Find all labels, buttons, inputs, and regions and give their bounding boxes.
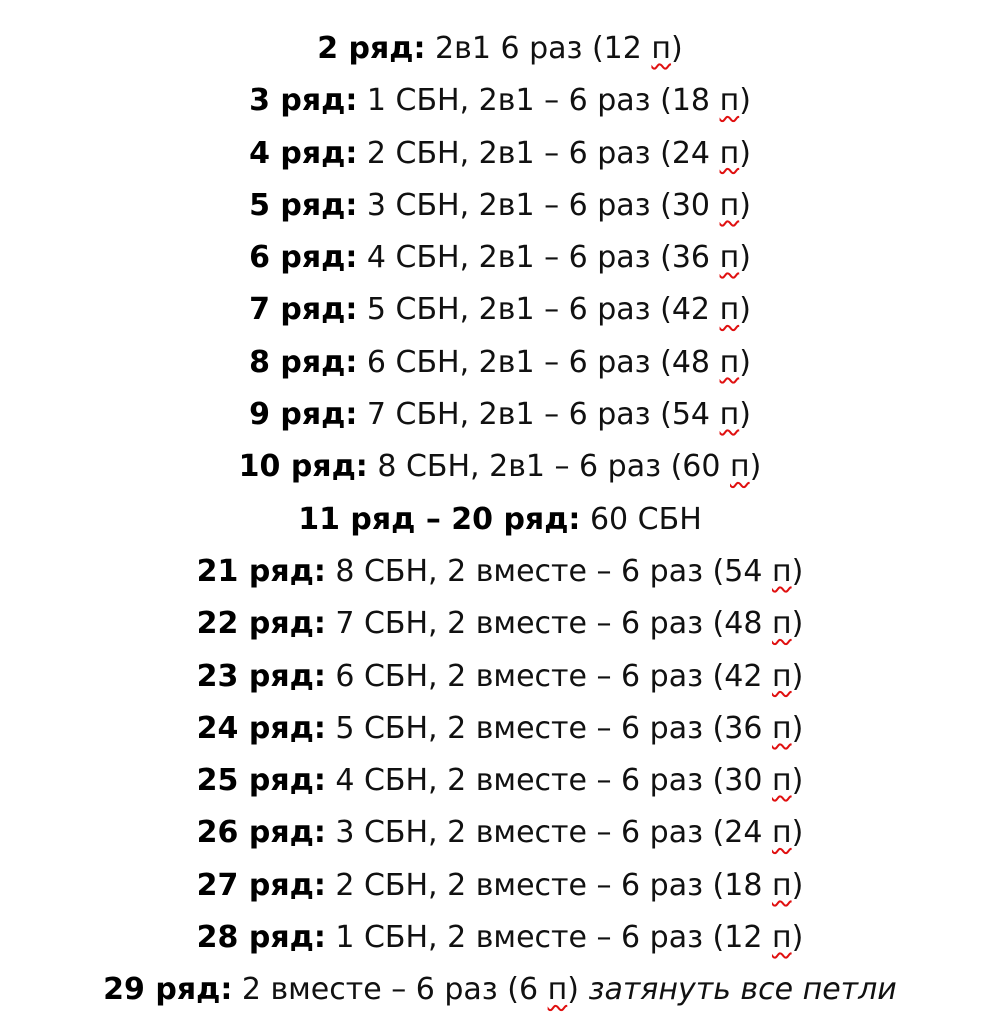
- stitch-unit: п: [771, 658, 792, 694]
- pattern-row: [0, 703, 1000, 755]
- stitch-unit: п: [771, 867, 792, 903]
- row-label: 22 ряд:: [196, 606, 326, 642]
- row-label: 26 ряд:: [196, 815, 326, 851]
- stitch-unit: п: [730, 449, 750, 485]
- row-text: 5 СБН, 2 вместе – 6 раз (36: [325, 710, 772, 746]
- stitch-unit: п: [771, 815, 792, 851]
- row-label: 3 ряд:: [249, 83, 358, 119]
- stitch-unit: п: [771, 920, 792, 956]
- pattern-row: [0, 651, 1000, 703]
- row-text: 2 вместе – 6 раз (6: [232, 972, 548, 1008]
- pattern-row: [0, 494, 1000, 546]
- row-close: ): [791, 710, 804, 746]
- row-close: ): [791, 553, 804, 589]
- crochet-pattern-rows: [0, 23, 1000, 1017]
- stitch-unit: п: [547, 972, 568, 1008]
- row-label: 28 ряд:: [196, 920, 326, 956]
- stitch-unit: п: [651, 31, 672, 66]
- stitch-unit: п: [719, 397, 740, 433]
- stitch-unit: п: [719, 135, 740, 171]
- stitch-unit: п: [771, 763, 792, 799]
- row-text: 7 СБН, 2в1 – 6 раз (54: [357, 397, 720, 433]
- stitch-unit: п: [719, 292, 740, 328]
- row-close: ): [739, 344, 751, 380]
- stitch-unit: п: [719, 187, 740, 223]
- row-label: 4 ряд:: [249, 135, 358, 171]
- row-label: 10 ряд:: [238, 449, 368, 485]
- row-close: ): [739, 240, 751, 276]
- row-close: ): [739, 292, 751, 328]
- row-label: 24 ряд:: [196, 710, 326, 746]
- stitch-unit: п: [719, 83, 740, 119]
- row-close: ): [791, 867, 804, 903]
- row-close: ): [739, 397, 751, 433]
- row-label: 2 ряд:: [317, 31, 426, 66]
- pattern-row: [0, 23, 1000, 75]
- row-text: 4 СБН, 2в1 – 6 раз (36: [357, 240, 720, 276]
- pattern-row: [0, 807, 1000, 859]
- pattern-row: [0, 284, 1000, 336]
- row-text: 4 СБН, 2 вместе – 6 раз (30: [325, 763, 772, 799]
- stitch-unit: п: [771, 606, 792, 642]
- row-label: 11 ряд – 20 ряд:: [298, 501, 581, 537]
- row-label: 6 ряд:: [249, 240, 358, 276]
- pattern-row: [0, 546, 1000, 598]
- stitch-unit: п: [719, 344, 740, 380]
- pattern-row: [0, 598, 1000, 650]
- row-text: 2 СБН, 2 вместе – 6 раз (18: [325, 867, 772, 903]
- row-text: 1 СБН, 2 вместе – 6 раз (12: [325, 920, 772, 956]
- row-text: 8 СБН, 2в1 – 6 раз (60: [367, 449, 730, 485]
- pattern-row: [0, 337, 1000, 389]
- row-close: ): [791, 815, 804, 851]
- row-close: ): [671, 31, 683, 66]
- pattern-row: [0, 128, 1000, 180]
- row-close: ): [739, 135, 751, 171]
- stitch-unit: п: [771, 553, 792, 589]
- row-label: 7 ряд:: [249, 292, 358, 328]
- pattern-row: [0, 75, 1000, 127]
- row-text: 8 СБН, 2 вместе – 6 раз (54: [325, 553, 772, 589]
- row-close: ): [567, 972, 589, 1008]
- row-text: 3 СБН, 2 вместе – 6 раз (24: [325, 815, 772, 851]
- row-note: затянуть все петли: [588, 972, 897, 1008]
- row-close: ): [791, 658, 804, 694]
- row-text: 1 СБН, 2в1 – 6 раз (18: [357, 83, 720, 119]
- row-close: ): [791, 606, 804, 642]
- row-label: 25 ряд:: [196, 763, 326, 799]
- row-label: 27 ряд:: [196, 867, 326, 903]
- pattern-row: [0, 912, 1000, 964]
- row-text: 2 СБН, 2в1 – 6 раз (24: [357, 135, 720, 171]
- pattern-row: [0, 755, 1000, 807]
- row-close: ): [749, 449, 762, 485]
- row-label: 5 ряд:: [249, 187, 358, 223]
- row-label: 23 ряд:: [196, 658, 326, 694]
- row-text: 6 СБН, 2в1 – 6 раз (48: [357, 344, 720, 380]
- row-label: 8 ряд:: [249, 344, 358, 380]
- pattern-row: [0, 180, 1000, 232]
- row-close: ): [739, 187, 751, 223]
- stitch-unit: п: [719, 240, 740, 276]
- stitch-unit: п: [771, 710, 792, 746]
- row-text: 2в1 6 раз (12: [425, 31, 652, 66]
- row-label: 29 ряд:: [103, 972, 233, 1008]
- row-text: 7 СБН, 2 вместе – 6 раз (48: [325, 606, 772, 642]
- row-text: 6 СБН, 2 вместе – 6 раз (42: [325, 658, 772, 694]
- row-label: 21 ряд:: [196, 553, 326, 589]
- pattern-row: [0, 389, 1000, 441]
- row-label: 9 ряд:: [249, 397, 358, 433]
- row-text: 60 СБН: [580, 501, 702, 537]
- row-close: ): [791, 920, 804, 956]
- pattern-row: [0, 232, 1000, 284]
- pattern-row: [0, 441, 1000, 493]
- row-close: ): [739, 83, 751, 119]
- pattern-row: [0, 860, 1000, 912]
- row-text: 5 СБН, 2в1 – 6 раз (42: [357, 292, 720, 328]
- row-text: 3 СБН, 2в1 – 6 раз (30: [357, 187, 720, 223]
- row-close: ): [791, 763, 804, 799]
